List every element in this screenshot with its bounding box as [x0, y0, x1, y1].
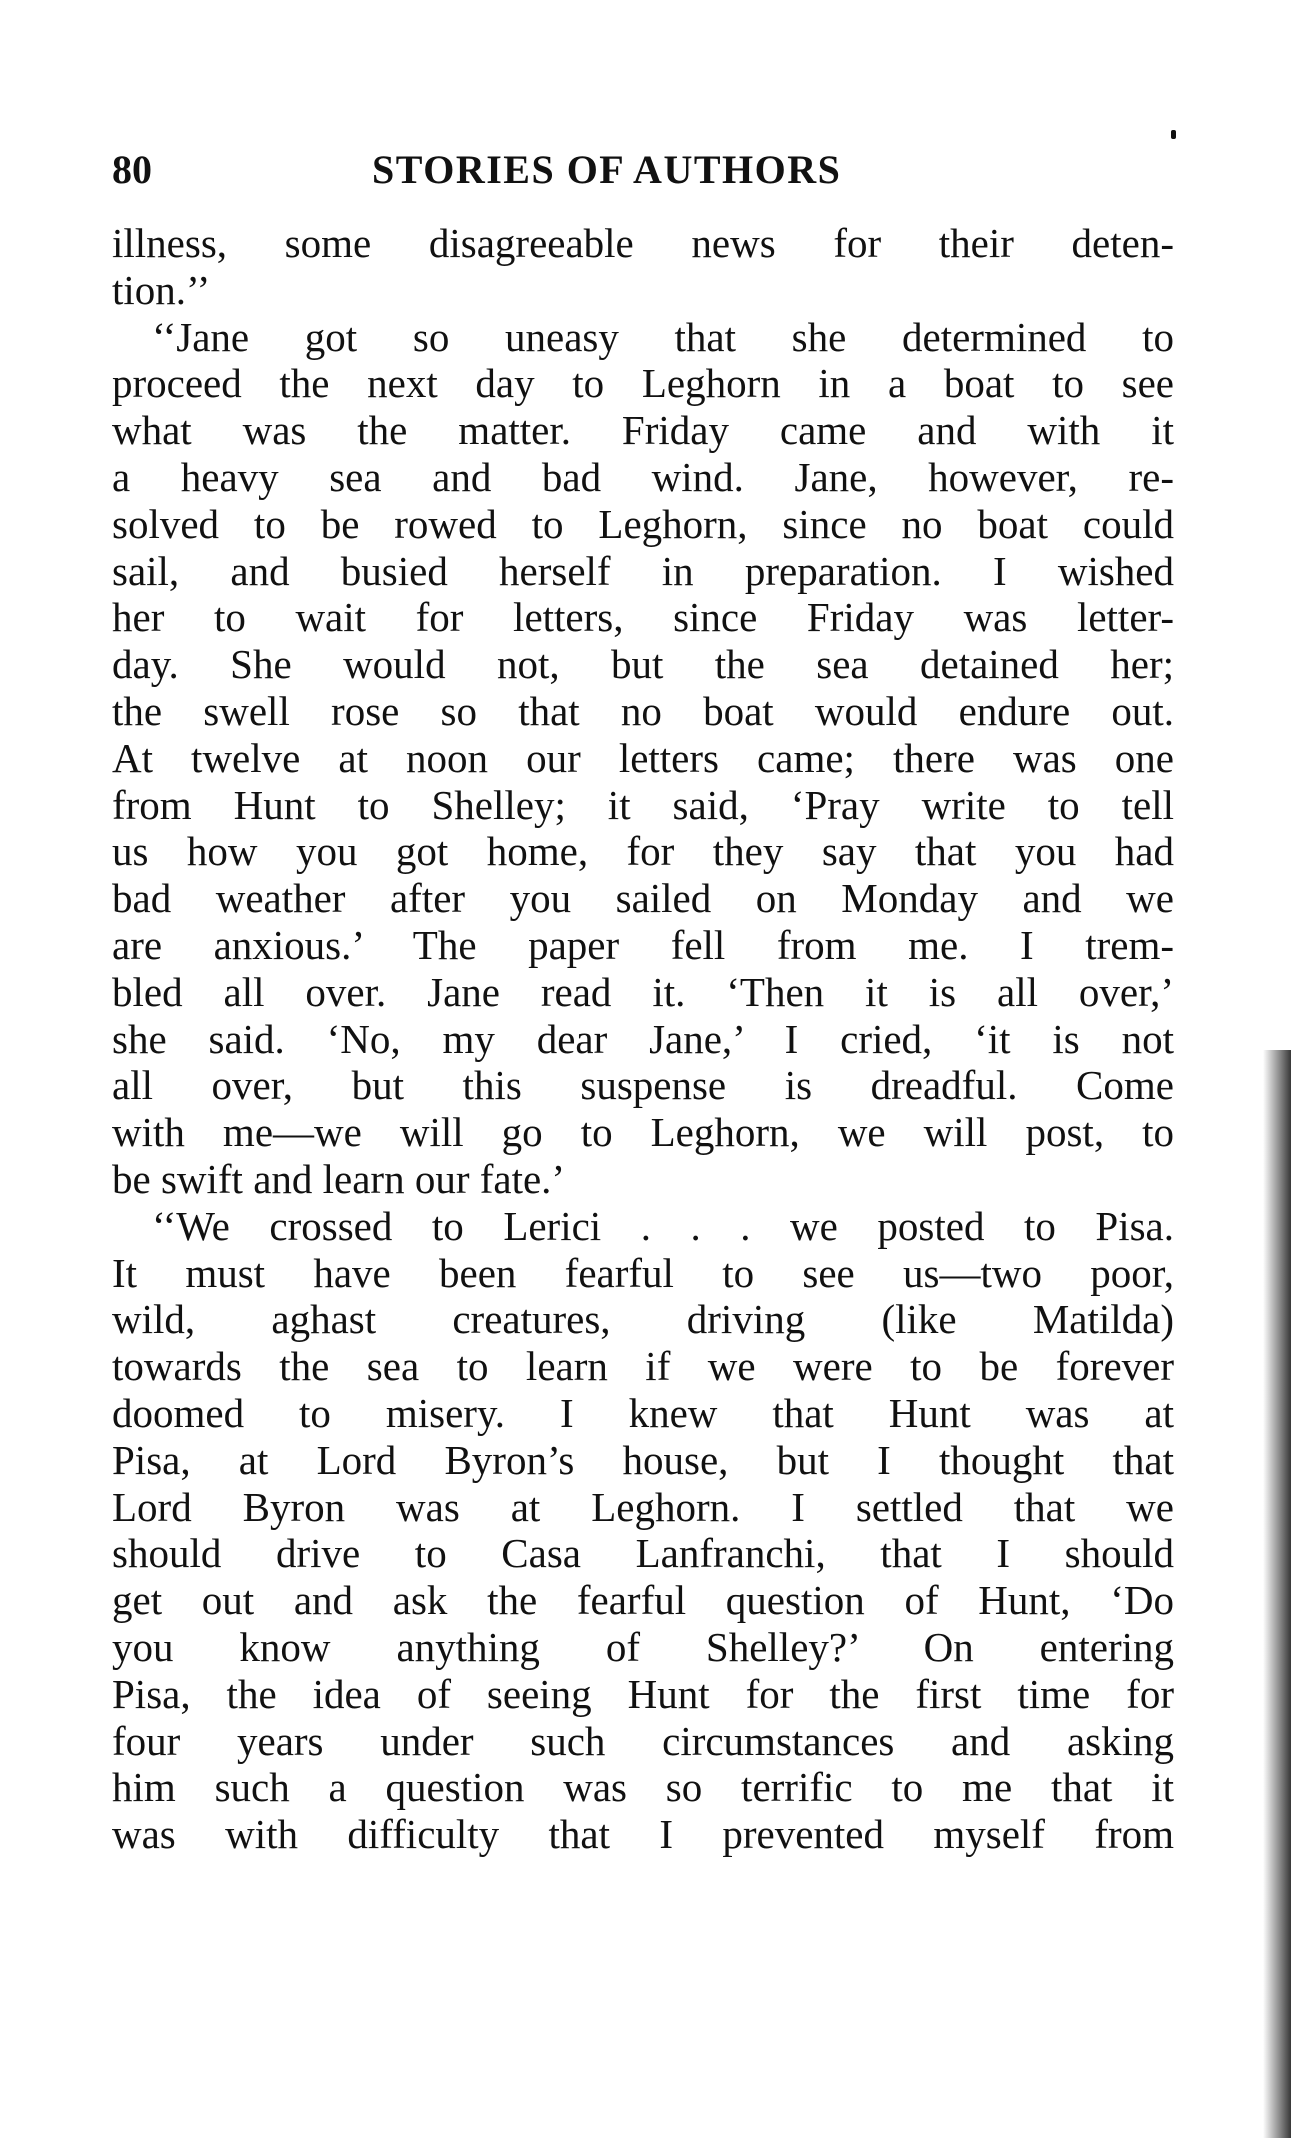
text-line: all over, but this suspense is dreadful. Come [112, 1062, 1174, 1109]
page-number: 80 [112, 147, 152, 192]
text-line: tion.’’ [112, 266, 211, 313]
text-line: doomed to misery. I knew that Hunt was at [112, 1389, 1174, 1436]
text-line: Pisa, the idea of seeing Hunt for the first time for [112, 1670, 1174, 1717]
text-line: get out and ask the fearful question of Hunt, ‘Do [112, 1577, 1174, 1624]
text-line: proceed the next day to Leghorn in a boat to see [112, 360, 1174, 407]
ink-speck [1171, 130, 1176, 139]
text-line: ‘‘We crossed to Lerici . . . we posted to Pisa. [152, 1202, 1174, 1249]
text-line: the swell rose so that no boat would endure out. [112, 687, 1174, 734]
text-line: day. She would not, but the sea detained her; [112, 641, 1174, 688]
page-header [112, 140, 1174, 200]
text-line: us how you got home, for they say that you had [112, 828, 1174, 875]
text-line: are anxious.’ The paper fell from me. I trem- [112, 921, 1174, 968]
text-line: from Hunt to Shelley; it said, ‘Pray write to tell [112, 781, 1174, 828]
text-line: wild, aghast creatures, driving (like Matilda) [112, 1296, 1174, 1343]
text-line: Lord Byron was at Leghorn. I settled that we [112, 1483, 1174, 1530]
text-line: she said. ‘No, my dear Jane,’ I cried, ‘it is not [112, 1015, 1174, 1062]
text-line: bled all over. Jane read it. ‘Then it is all over,’ [112, 968, 1174, 1015]
text-line: ‘‘Jane got so uneasy that she determined to [152, 313, 1174, 360]
text-line: four years under such circumstances and asking [112, 1717, 1174, 1764]
body-text [112, 220, 1174, 1858]
text-line: was with difficulty that I prevented myself from [112, 1811, 1174, 1858]
running-head: STORIES OF AUTHORS [372, 147, 842, 192]
text-line: her to wait for letters, since Friday was letter- [112, 594, 1174, 641]
text-line: be swift and learn our fate.’ [112, 1155, 566, 1202]
text-line: you know anything of Shelley?’ On entering [112, 1623, 1174, 1670]
text-line: solved to be rowed to Leghorn, since no boat could [112, 500, 1174, 547]
text-line: with me—we will go to Leghorn, we will post, to [112, 1109, 1174, 1156]
page-edge-shadow [1263, 1050, 1291, 2138]
text-line: a heavy sea and bad wind. Jane, however, re- [112, 453, 1174, 500]
text-line: illness, some disagreeable news for their deten- [112, 220, 1174, 266]
text-line: what was the matter. Friday came and with it [112, 407, 1174, 454]
text-line: At twelve at noon our letters came; there was one [112, 734, 1174, 781]
text-line: sail, and busied herself in preparation. I wished [112, 547, 1174, 594]
text-line: towards the sea to learn if we were to be forever [112, 1343, 1174, 1390]
text-line: Pisa, at Lord Byron’s house, but I thought that [112, 1436, 1174, 1483]
text-line: him such a question was so terrific to me that it [112, 1764, 1174, 1811]
text-line: bad weather after you sailed on Monday and we [112, 875, 1174, 922]
text-line: should drive to Casa Lanfranchi, that I should [112, 1530, 1174, 1577]
text-line: It must have been fearful to see us—two poor, [112, 1249, 1174, 1296]
